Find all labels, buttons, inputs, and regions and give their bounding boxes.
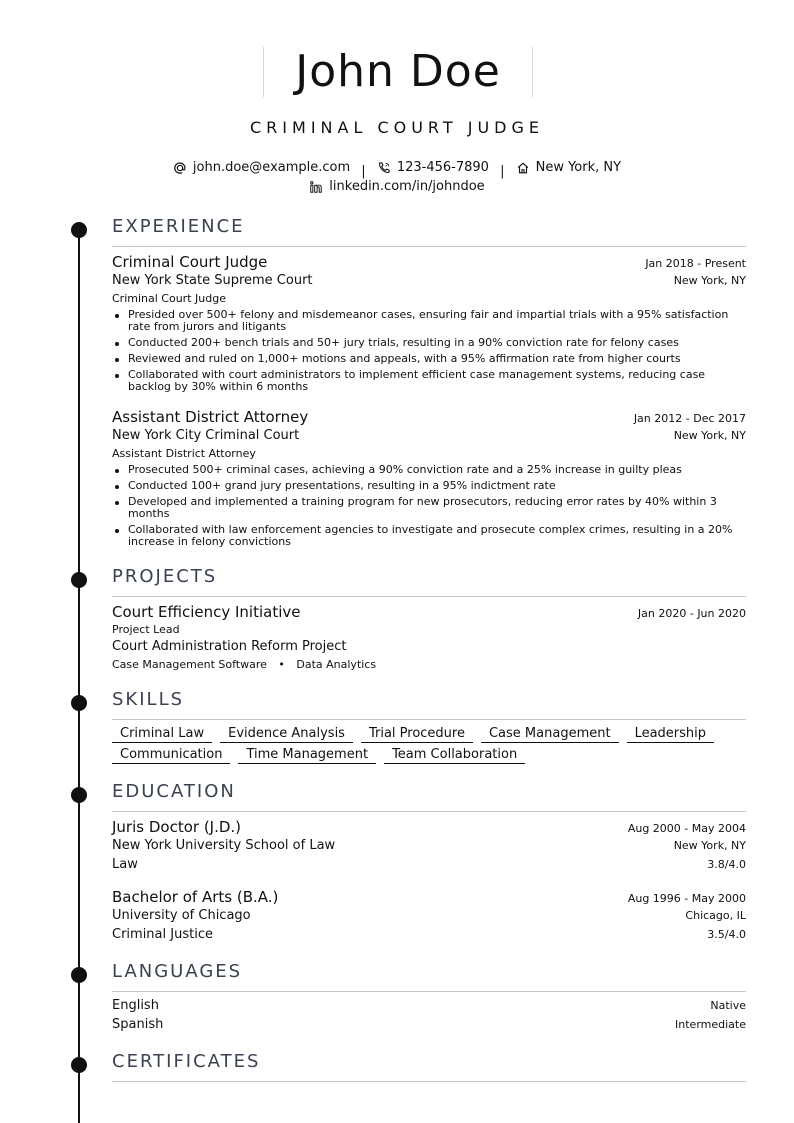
experience-position: Criminal Court Judge bbox=[112, 253, 268, 271]
timeline-dot-certificates bbox=[71, 1057, 87, 1073]
education-gpa: 3.8/4.0 bbox=[707, 858, 746, 871]
education-gpa: 3.5/4.0 bbox=[707, 928, 746, 941]
experience-2-header bbox=[112, 408, 746, 426]
timeline-dot-education bbox=[71, 787, 87, 803]
project-1-header bbox=[112, 603, 746, 621]
bullet-item: Collaborated with court administrators to implement efficient case management systems, reducing case backlog by 30% within 6 months bbox=[112, 369, 746, 393]
timeline-dot-projects bbox=[71, 572, 87, 588]
experience-1-org bbox=[112, 273, 746, 288]
project-name: Court Efficiency Initiative bbox=[112, 603, 301, 621]
contact-line-1 bbox=[0, 160, 794, 179]
email-text: john.doe@example.com bbox=[192, 160, 351, 175]
phone-icon bbox=[377, 161, 391, 175]
education-school: New York University School of Law bbox=[112, 838, 336, 853]
project-dates: Jan 2020 - Jun 2020 bbox=[637, 607, 746, 620]
education-2-school bbox=[112, 908, 746, 923]
section-title-education: EDUCATION bbox=[112, 781, 236, 802]
experience-2-org bbox=[112, 428, 746, 443]
skills-row bbox=[112, 726, 746, 743]
experience-2-subtitle bbox=[112, 447, 746, 460]
at-icon bbox=[173, 161, 187, 175]
timeline-line bbox=[78, 225, 80, 1123]
education-1-school bbox=[112, 838, 746, 853]
section-divider bbox=[112, 596, 746, 597]
section-title-experience: EXPERIENCE bbox=[112, 216, 245, 237]
section-title-certificates: CERTIFICATES bbox=[112, 1051, 261, 1072]
education-dates: Aug 2000 - May 2004 bbox=[627, 822, 746, 835]
skills-row bbox=[112, 747, 746, 764]
education-location: Chicago, IL bbox=[685, 909, 746, 922]
education-dates: Aug 1996 - May 2000 bbox=[627, 892, 746, 905]
education-school: University of Chicago bbox=[112, 908, 251, 923]
contact-linkedin[interactable] bbox=[309, 179, 484, 194]
education-degree: Bachelor of Arts (B.A.) bbox=[112, 888, 279, 906]
skill-tag: Evidence Analysis bbox=[220, 726, 353, 743]
contact-separator: | bbox=[500, 163, 505, 179]
experience-dates: Jan 2012 - Dec 2017 bbox=[633, 412, 746, 425]
location-text: New York, NY bbox=[535, 160, 622, 175]
experience-company: New York City Criminal Court bbox=[112, 428, 300, 443]
language-name: Spanish bbox=[112, 1017, 164, 1032]
section-divider bbox=[112, 811, 746, 812]
skill-tag: Communication bbox=[112, 747, 230, 764]
project-keywords bbox=[112, 658, 376, 671]
bullet-item: Reviewed and ruled on 1,000+ motions and appeals, with a 95% affirmation rate from higher courts bbox=[112, 353, 746, 365]
section-title-projects: PROJECTS bbox=[112, 566, 218, 587]
language-level: Intermediate bbox=[675, 1018, 746, 1031]
experience-2-bullets bbox=[112, 464, 746, 552]
education-field: Law bbox=[112, 857, 138, 872]
contact-location bbox=[516, 160, 621, 175]
education-degree: Juris Doctor (J.D.) bbox=[112, 818, 242, 836]
skill-tag: Criminal Law bbox=[112, 726, 212, 743]
experience-location: New York, NY bbox=[673, 274, 746, 287]
language-name: English bbox=[112, 998, 159, 1013]
timeline-dot-languages bbox=[71, 967, 87, 983]
experience-dates: Jan 2018 - Present bbox=[645, 257, 746, 270]
bullet-item: Prosecuted 500+ criminal cases, achieving a 90% conviction rate and a 25% increase in guilty pleas bbox=[112, 464, 746, 476]
contact-line-2 bbox=[0, 179, 794, 198]
skills-list bbox=[112, 726, 746, 768]
experience-subtitle: Criminal Court Judge bbox=[112, 292, 226, 305]
skill-tag: Trial Procedure bbox=[361, 726, 473, 743]
contact-phone[interactable] bbox=[377, 160, 489, 175]
home-icon bbox=[516, 161, 530, 175]
experience-position: Assistant District Attorney bbox=[112, 408, 309, 426]
education-field: Criminal Justice bbox=[112, 927, 213, 942]
education-1-field bbox=[112, 857, 746, 872]
candidate-name: John Doe bbox=[295, 46, 501, 97]
experience-location: New York, NY bbox=[673, 429, 746, 442]
section-divider bbox=[112, 246, 746, 247]
contact-email[interactable] bbox=[173, 160, 350, 175]
timeline-dot-experience bbox=[71, 222, 87, 238]
bullet-item: Conducted 200+ bench trials and 50+ jury trials, resulting in a 90% conviction rate for felony cases bbox=[112, 337, 746, 349]
bullet-item: Conducted 100+ grand jury presentations, resulting in a 95% indictment rate bbox=[112, 480, 746, 492]
experience-company: New York State Supreme Court bbox=[112, 273, 313, 288]
linkedin-text: linkedin.com/in/johndoe bbox=[329, 179, 485, 194]
bullet-item: Presided over 500+ felony and misdemeanor cases, ensuring fair and impartial trials with a 95% satisfaction rate from jurors and litigants bbox=[112, 309, 746, 333]
section-divider bbox=[112, 1081, 746, 1082]
skill-tag: Time Management bbox=[238, 747, 376, 764]
experience-subtitle: Assistant District Attorney bbox=[112, 447, 256, 460]
skill-tag: Leadership bbox=[627, 726, 714, 743]
project-1-role bbox=[112, 623, 746, 636]
language-level: Native bbox=[710, 999, 746, 1012]
experience-1-header bbox=[112, 253, 746, 271]
keyword-separator: • bbox=[278, 658, 285, 671]
education-2-field bbox=[112, 927, 746, 942]
bullet-item: Developed and implemented a training program for new prosecutors, reducing error rates by 40% within 3 months bbox=[112, 496, 746, 520]
linkedin-icon bbox=[309, 180, 323, 194]
contact-separator: | bbox=[361, 163, 366, 179]
name-frame bbox=[263, 47, 533, 97]
section-divider bbox=[112, 991, 746, 992]
language-row bbox=[112, 1017, 746, 1032]
section-title-languages: LANGUAGES bbox=[112, 961, 243, 982]
timeline-dot-skills bbox=[71, 695, 87, 711]
language-row bbox=[112, 998, 746, 1013]
keyword: Case Management Software bbox=[112, 658, 267, 671]
section-divider bbox=[112, 719, 746, 720]
phone-text: 123-456-7890 bbox=[396, 160, 489, 175]
job-title: CRIMINAL COURT JUDGE bbox=[250, 118, 544, 137]
skill-tag: Case Management bbox=[481, 726, 619, 743]
project-description: Court Administration Reform Project bbox=[112, 639, 347, 654]
education-2-header bbox=[112, 888, 746, 906]
education-1-header bbox=[112, 818, 746, 836]
bullet-item: Collaborated with law enforcement agencies to investigate and prosecute complex crimes, resulting in a 20% increase in felony convictions bbox=[112, 524, 746, 548]
keyword: Data Analytics bbox=[296, 658, 377, 671]
section-title-skills: SKILLS bbox=[112, 689, 185, 710]
education-location: New York, NY bbox=[673, 839, 746, 852]
experience-1-subtitle bbox=[112, 292, 746, 305]
experience-1-bullets bbox=[112, 309, 746, 397]
project-role: Project Lead bbox=[112, 623, 180, 636]
skill-tag: Team Collaboration bbox=[384, 747, 525, 764]
project-1-description bbox=[112, 639, 746, 654]
